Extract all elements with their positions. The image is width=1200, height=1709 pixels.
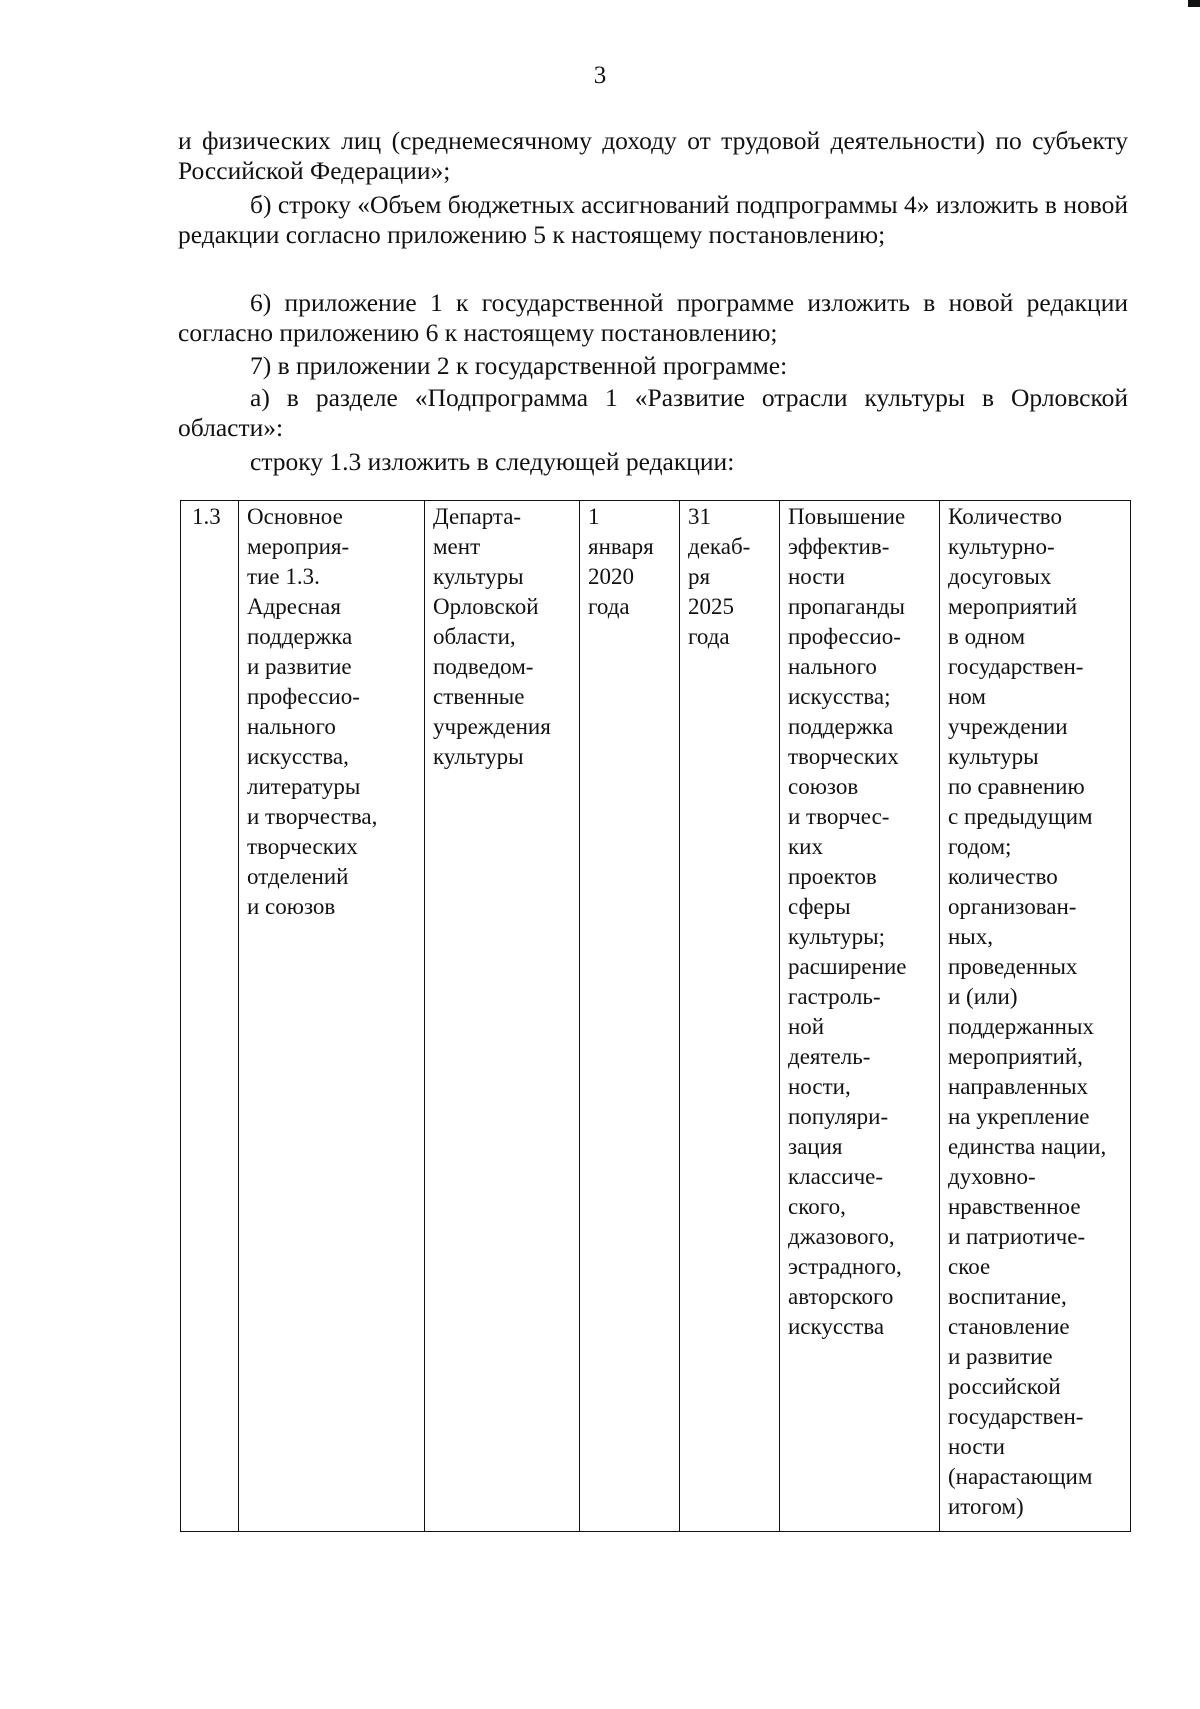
paragraph-item-6: 6) приложение 1 к государственной программе изложить в новой редакции согласно приложению 6 к настоящему постановлению; [178,288,1128,347]
activity-table [180,500,1131,1532]
paragraph-continuation: и физических лиц (среднемесячному доходу от трудовой деятельности) по субъекту Российской Федерации»; [178,126,1128,185]
table-cell-activity: Основное мероприя- тие 1.3. Адресная поддержка и развитие профессио- нального искусства, литературы и творчества, творческих отделений и союзов [239,501,425,1532]
table-cell-expected-result: Повышение эффектив- ности пропаганды профессио- нального искусства; поддержка творческих союзов и творчес- ких проектов сферы культуры; расширение гастроль- ной деятель- ности, популяри- зация классиче- ского, джазового, эстрадного, авторского искусства [780,501,940,1532]
paragraph-item-a: а) в разделе «Подпрограмма 1 «Развитие отрасли культуры в Орловской области»: [178,383,1128,442]
table-row [181,501,1131,1532]
paragraph-table-intro: строку 1.3 изложить в следующей редакции: [250,447,735,476]
paragraph-item-7: 7) в приложении 2 к государственной программе: [250,351,788,380]
table-cell-executor: Департа- мент культуры Орловской области, подведом- ственные учреждения культуры [425,501,580,1532]
page-number: 3 [593,62,607,89]
table-cell-indicator: Количество культурно- досуговых мероприятий в одном государствен- ном учреждении культуры по сравнению с предыдущим годом; количество организован- ных, проведенных и (или) поддержанных мероприятий, направленных на укрепление единства нации, духовно- нравственное и патриотиче- ское воспитание, становление и развитие российской государствен- ности (нарастающим итогом) [940,501,1131,1532]
table-cell-start-date: 1 января 2020 года [580,501,680,1532]
table-cell-number: 1.3 [181,501,239,1532]
table-cell-end-date: 31 декаб- ря 2025 года [680,501,780,1532]
paragraph-item-b: б) строку «Объем бюджетных ассигнований подпрограммы 4» изложить в новой редакции согласно приложению 5 к настоящему постановлению; [178,190,1128,249]
scan-corner-mark [1188,0,1200,7]
